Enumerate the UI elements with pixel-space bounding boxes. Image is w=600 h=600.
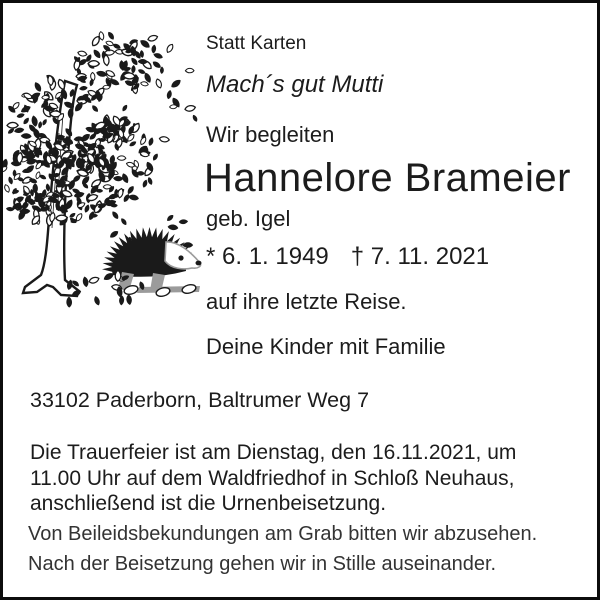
closing-note: Nach der Beisetzung gehen wir in Stille auseinander. bbox=[28, 553, 497, 575]
maiden-name: geb. Igel bbox=[206, 206, 291, 231]
birth-date: * 6. 1. 1949 bbox=[206, 243, 329, 270]
death-date: † 7. 11. 2021 bbox=[350, 243, 490, 270]
intro-line: Wir begleiten bbox=[206, 122, 335, 147]
deceased-name: Hannelore Brameier bbox=[204, 156, 571, 200]
life-dates bbox=[206, 243, 489, 271]
hedgehog-eye bbox=[178, 255, 183, 260]
tree-canopy bbox=[3, 30, 164, 227]
tree-hedgehog-illustration bbox=[3, 3, 213, 343]
farewell-motto: Mach´s gut Mutti bbox=[206, 71, 384, 98]
address-line: 33102 Paderborn, Baltrumer Weg 7 bbox=[30, 388, 370, 412]
journey-line: auf ihre letzte Reise. bbox=[206, 289, 407, 314]
family-signature: Deine Kinder mit Familie bbox=[206, 334, 446, 359]
pre-header: Statt Karten bbox=[206, 33, 307, 54]
condolence-note: Von Beileidsbekundungen am Grab bitten wir abzusehen. bbox=[28, 523, 538, 545]
funeral-details: Die Trauerfeier ist am Dienstag, den 16.11.2021, um 11.00 Uhr auf dem Waldfriedhof in Schloß Neuhaus, anschließend ist die Urnenbeisetzung. bbox=[30, 441, 517, 515]
